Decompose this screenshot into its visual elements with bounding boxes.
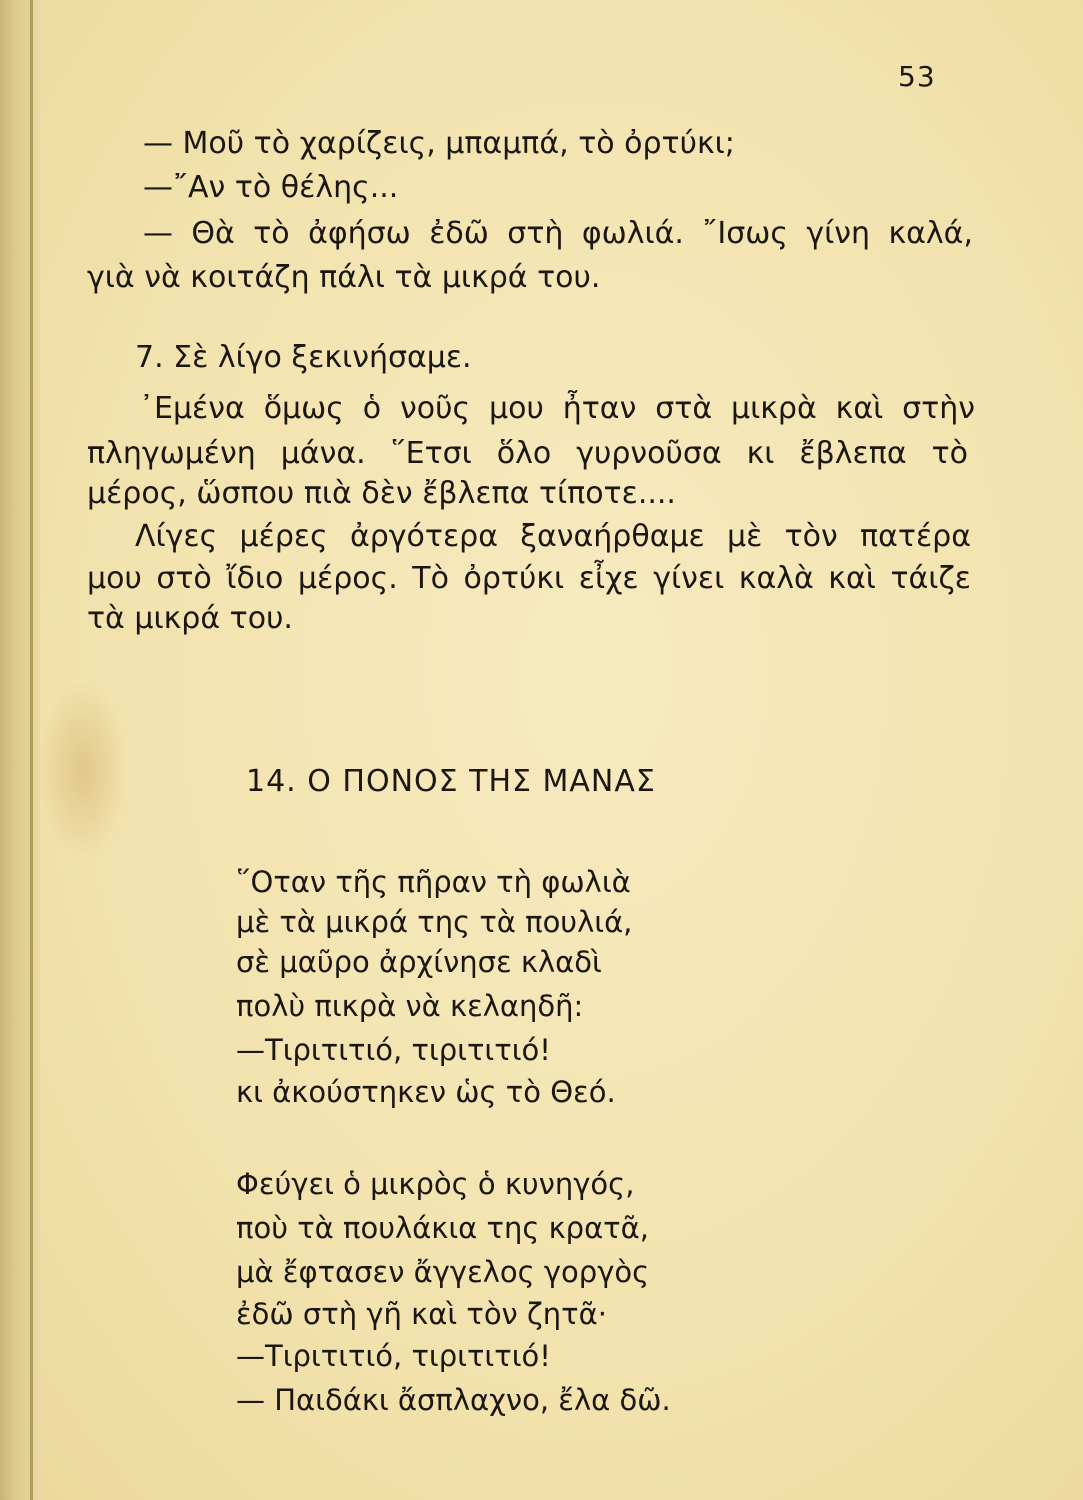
paragraph-line: Λίγες μέρες ἀργότερα ξαναήρθαμε μὲ τὸν πατέρα [135,519,971,554]
book-binding [0,0,40,1500]
dialogue-line: γιὰ νὰ κοιτάζη πάλι τὰ μικρά του. [87,260,601,295]
paragraph-line: μέρος, ὥσπου πιὰ δὲν ἔβλεπα τίποτε.... [87,476,676,511]
verse-line: ῞Οταν τῆς πῆραν τὴ φωλιὰ [236,865,631,899]
verse-line: μὲ τὰ μικρά της τὰ πουλιά, [236,905,633,939]
dialogue-line: —῎Αν τὸ θέλης... [143,170,399,205]
dialogue-line: — Θὰ τὸ ἀφήσω ἐδῶ στὴ φωλιά. ῎Ισως γίνη καλά, [143,216,973,251]
verse-line: —Τιριτιτιό, τιριτιτιό! [236,1033,551,1067]
verse-line: ποὺ τὰ πουλάκια της κρατᾶ, [236,1211,649,1245]
poem-title: 14. Ο ΠΟΝΟΣ ΤΗΣ ΜΑΝΑΣ [246,764,656,799]
verse-line: πολὺ πικρὰ νὰ κελαηδῆ: [236,989,584,1023]
paragraph-line: πληγωμένη μάνα. ῞Ετσι ὅλο γυρνοῦσα κι ἔβλεπα τὸ [87,436,968,471]
section-7-line: 7. Σὲ λίγο ξεκινήσαμε. [135,340,472,375]
verse-line: κι ἀκούστηκεν ὡς τὸ Θεό. [236,1075,616,1109]
paper-stain [38,680,128,860]
verse-line: ἐδῶ στὴ γῆ καὶ τὸν ζητᾶ· [236,1297,607,1331]
verse-line: μὰ ἔφτασεν ἄγγελος γοργὸς [236,1255,650,1289]
verse-line: Φεύγει ὁ μικρὸς ὁ κυνηγός, [236,1167,635,1201]
binding-edge [30,0,33,1500]
paragraph-line: μου στὸ ἴδιο μέρος. Τὸ ὀρτύκι εἶχε γίνει καλὰ καὶ τάιζε [87,561,971,596]
verse-line: σὲ μαῦρο ἀρχίνησε κλαδὶ [236,945,602,979]
page-number: 53 [898,60,936,93]
paragraph-line: ᾿Εμένα ὅμως ὁ νοῦς μου ἦταν στὰ μικρὰ καὶ στὴν [139,391,975,426]
dialogue-line: — Μοῦ τὸ χαρίζεις, μπαμπά, τὸ ὀρτύκι; [143,126,735,161]
verse-line: — Παιδάκι ἄσπλαχνο, ἔλα δῶ. [236,1383,671,1417]
paragraph-line: τὰ μικρά του. [87,601,293,636]
verse-line: —Τιριτιτιό, τιριτιτιό! [236,1339,551,1373]
